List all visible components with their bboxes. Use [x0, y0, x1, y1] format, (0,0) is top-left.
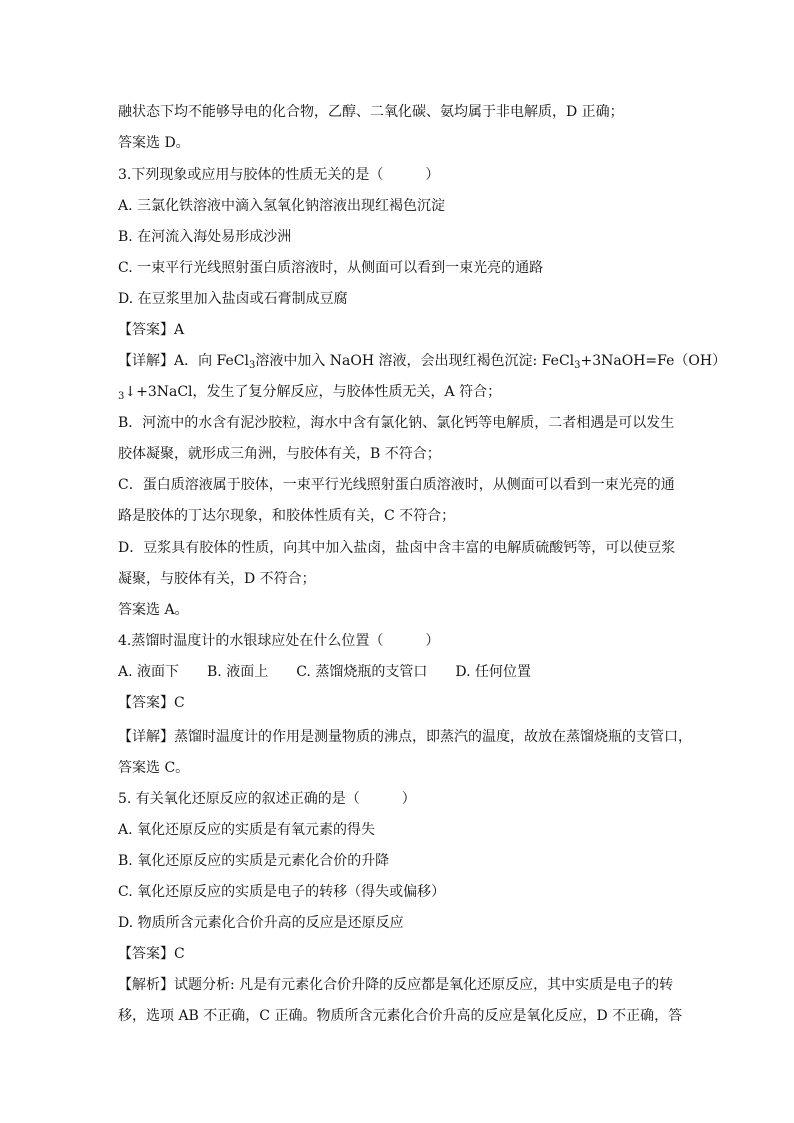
question-4-stem: 4.蒸馏时温度计的水银球应处在什么位置（ ） — [118, 633, 440, 649]
question-5-option-b: B. 氧化还原反应的实质是元素化合价的升降 — [118, 853, 390, 869]
answer-choice-line: 答案选 D。 — [118, 135, 190, 151]
question-3-option-c: C. 一束平行光线照射蛋白质溶液时，从侧面可以看到一束光亮的通路 — [118, 260, 544, 276]
question-3-explanation-line: C．蛋白质溶液属于胶体，一束平行光线照射蛋白质溶液时，从侧面可以看到一束光亮的通 — [118, 477, 675, 493]
explanation-text: 溶液中加入 NaOH 溶液，会出现红褐色沉淀: FeCl — [255, 353, 575, 369]
question-5-explanation-line: 移，选项 AB 不正确，C 正确。物质所含元素化合价升高的反应是氧化反应，D 不正确，答 — [118, 1008, 683, 1024]
question-5-stem: 5. 有关氧化还原反应的叙述正确的是（ ） — [118, 791, 416, 807]
question-5-option-c: C. 氧化还原反应的实质是电子的转移（得失或偏移） — [118, 884, 446, 900]
answer-choice-line: 答案选 A。 — [118, 602, 189, 618]
question-4-answer: 【答案】C — [118, 695, 185, 711]
question-3-explanation-line — [118, 351, 726, 373]
subscript: 3 — [574, 360, 581, 371]
question-4-options — [118, 662, 531, 682]
question-5-explanation-line: 【解析】试题分析: 凡是有元素化合价升降的反应都是氧化还原反应，其中实质是电子的转 — [118, 977, 674, 993]
question-3-option-b: B. 在河流入海处易形成沙洲 — [118, 229, 292, 245]
explanation-text: 【详解】A．向 FeCl — [118, 353, 249, 369]
question-3-explanation-line: 凝聚，与胶体有关，D 不符合； — [118, 571, 316, 587]
question-4-option-a: A. 液面下 — [118, 664, 180, 680]
question-3-option-a: A. 三氯化铁溶液中滴入氢氧化钠溶液出现红褐色沉淀 — [118, 198, 446, 214]
question-3-answer: 【答案】A — [118, 322, 185, 338]
question-5-option-d: D. 物质所含元素化合价升高的反应是还原反应 — [118, 915, 404, 931]
question-4-option-b: B. 液面上 — [207, 664, 269, 680]
question-3-stem: 3.下列现象或应用与胶体的性质无关的是（ ） — [118, 167, 440, 183]
answer-choice-line: 答案选 C。 — [118, 760, 190, 776]
question-5-answer: 【答案】C — [118, 946, 185, 962]
explanation-text: +3NaOH=Fe（OH） — [580, 353, 727, 369]
question-3-explanation-line: D．豆浆具有胶体的性质，向其中加入盐卤，盐卤中含丰富的电解质硫酸钙等，可以使豆浆 — [118, 540, 676, 556]
question-3-explanation-line: 路是胶体的丁达尔现象，和胶体性质有关，C 不符合； — [118, 508, 456, 524]
question-3-explanation-line: 胶体凝聚，就形成三角洲，与胶体有关，B 不符合； — [118, 446, 441, 462]
question-4-option-c: C. 蒸馏烧瓶的支管口 — [296, 664, 428, 680]
explanation-text: ↓+3NaCl，发生了复分解反应，与胶体性质无关，A 符合； — [124, 384, 502, 400]
question-4-explanation-line: 【详解】蒸馏时温度计的作用是测量物质的沸点，即蒸汽的温度，故放在蒸馏烧瓶的支管口， — [118, 729, 692, 745]
question-3-option-d: D. 在豆浆里加入盐卤或石膏制成豆腐 — [118, 291, 348, 307]
question-4-option-d: D. 任何位置 — [455, 664, 531, 680]
subscript: 3 — [248, 360, 256, 371]
text-line: 融状态下均不能够导电的化合物，乙醇、二氧化碳、氨均属于非电解质，D 正确； — [118, 104, 624, 120]
question-5-option-a: A. 氧化还原反应的实质是有氧元素的得失 — [118, 822, 376, 838]
question-3-explanation-line: B．河流中的水含有泥沙胶粒，海水中含有氯化钠、氯化钙等电解质，二者相遇是可以发生 — [118, 415, 675, 431]
question-3-explanation-line — [118, 382, 501, 404]
subscript: 3 — [118, 391, 125, 402]
